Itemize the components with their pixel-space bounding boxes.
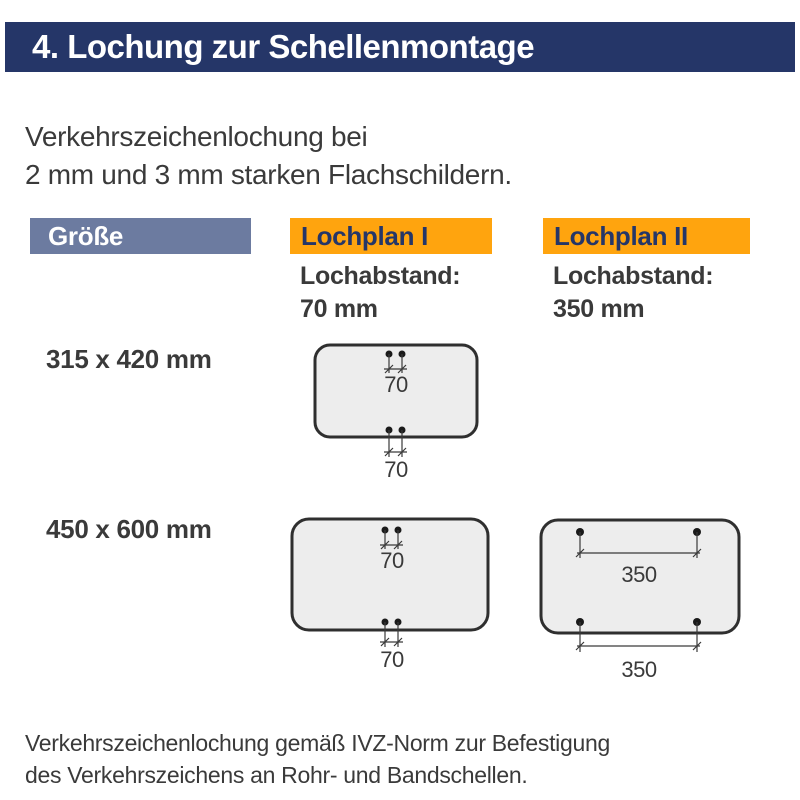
lochplan-2-subheader [553, 260, 713, 326]
lochplan-2-subheader-line-2: 350 mm [553, 295, 645, 323]
section-title: 4. Lochung zur Schellenmontage [32, 28, 535, 65]
column-header-groesse [30, 218, 251, 254]
row-1-size-label: 315 x 420 mm [46, 344, 212, 374]
dimension-label: 70 [384, 372, 408, 397]
diagram-450x600-lochplan-1 [270, 510, 510, 675]
column-header-groesse-label: Größe [48, 220, 124, 251]
diagram-315x420-lochplan-1 [280, 336, 500, 486]
intro-line-2: 2 mm und 3 mm starken Flachschildern. [25, 159, 512, 190]
lochplan-1-subheader [300, 260, 460, 326]
diagram-450x600-lochplan-2 [520, 510, 770, 688]
dimension-label: 70 [384, 457, 408, 482]
dimension-label: 70 [380, 548, 404, 573]
intro-text [25, 118, 512, 194]
dimension-label: 350 [621, 657, 657, 682]
footer-note [25, 727, 610, 791]
lochplan-1-subheader-line-2: 70 mm [300, 295, 378, 323]
column-header-lochplan-1 [290, 218, 492, 254]
column-header-lochplan-2 [543, 218, 750, 254]
dimension-label: 350 [621, 562, 657, 587]
lochplan-2-subheader-line-1: Lochabstand: [553, 262, 714, 290]
lochplan-1-subheader-line-1: Lochabstand: [300, 262, 461, 290]
column-header-lochplan-2-label: Lochplan II [554, 220, 688, 251]
footer-line-1: Verkehrszeichenlochung gemäß IVZ-Norm zur Befestigung [25, 730, 610, 756]
row-2-size-label: 450 x 600 mm [46, 514, 212, 544]
intro-line-1: Verkehrszeichenlochung bei [25, 121, 368, 152]
column-header-lochplan-1-label: Lochplan I [301, 220, 429, 251]
section-title-bar [5, 22, 795, 72]
footer-line-2: des Verkehrszeichens an Rohr- und Bandschellen. [25, 762, 528, 788]
dimension-label: 70 [380, 647, 404, 672]
sign-plate [292, 519, 488, 630]
